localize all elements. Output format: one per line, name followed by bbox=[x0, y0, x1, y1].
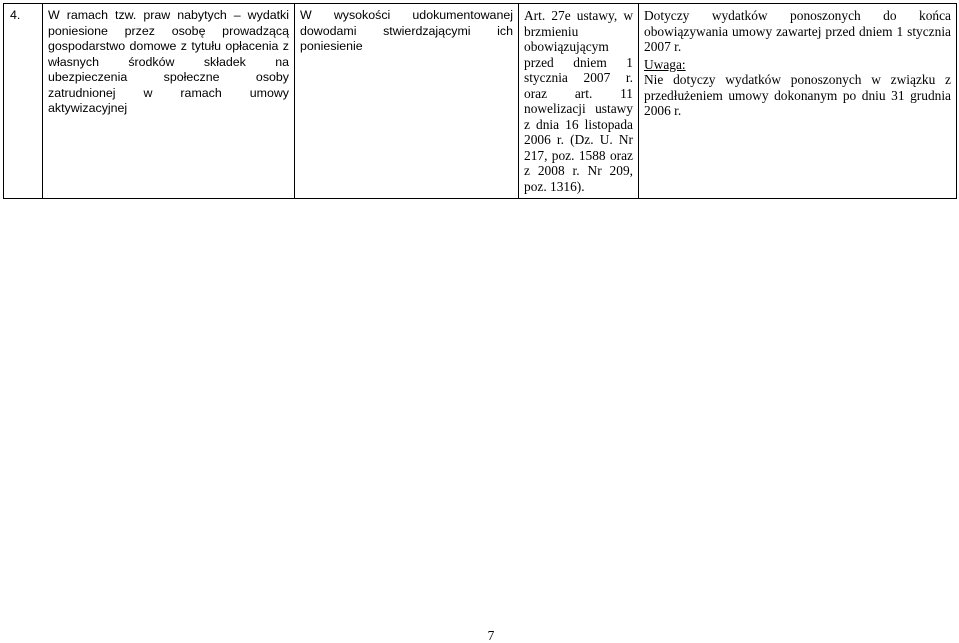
page-number: 7 bbox=[487, 628, 495, 643]
amount-text: W wysokości udokumentowanej dowodami stwierdzającymi ich poniesienie bbox=[300, 8, 513, 53]
legal-basis-text: Art. 27e ustawy, w brzmieniu obowiązującym przed dniem 1 stycznia 2007 r. oraz art. 11 nowelizacji ustawy z dnia 16 listopada 2006 r. (Dz. U. Nr 217, poz. 1588 oraz z 2008 r. Nr 209, poz. 1316). bbox=[524, 8, 633, 194]
row-number: 4. bbox=[10, 8, 21, 22]
notes-cell bbox=[639, 4, 957, 199]
notes-warning-text: Nie dotyczy wydatków ponoszonych w związku z przedłużeniem umowy dokonanym po dniu 31 grudnia 2006 r. bbox=[644, 72, 951, 118]
legal-basis-cell bbox=[519, 4, 639, 199]
relief-table bbox=[3, 3, 957, 199]
notes-label: Uwaga: bbox=[644, 56, 686, 72]
notes-main-text: Dotyczy wydatków ponoszonych do końca obowiązywania umowy zawartej przed dniem 1 stycznia 2007 r. bbox=[644, 8, 951, 54]
description-cell bbox=[43, 4, 295, 199]
row-number-cell bbox=[4, 4, 43, 199]
table-row bbox=[4, 4, 957, 199]
amount-cell bbox=[295, 4, 519, 199]
description-text: W ramach tzw. praw nabytych – wydatki poniesione przez osobę prowadzącą gospodarstwo domowe z tytułu opłacenia z własnych środków składek na ubezpieczenia społeczne osoby zatrudnionej w ramach umowy aktywizacyjnej bbox=[48, 8, 289, 115]
